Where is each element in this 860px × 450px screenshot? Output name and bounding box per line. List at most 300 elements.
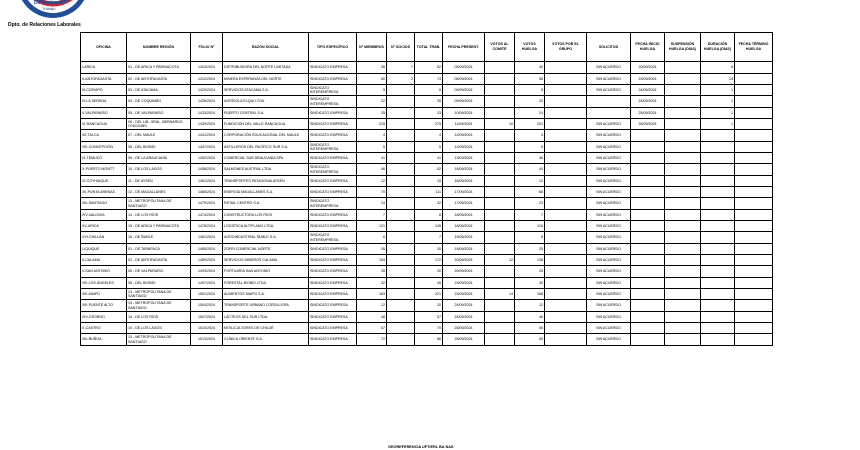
table-cell: 154 — [357, 255, 387, 266]
table-cell: ENERGÍA MAGALLANES S.A. — [223, 187, 309, 198]
table-cell: SINDICATO EMPRESA — [309, 244, 357, 255]
table-row — [81, 300, 773, 312]
table-cell: IX-TEMUCO — [81, 153, 127, 164]
table-cell — [485, 232, 515, 244]
table-row — [81, 221, 773, 232]
table-cell: 12 - DE MAGALLANES — [127, 187, 191, 198]
table-cell: 19/09/2024 — [443, 244, 485, 255]
table-cell: 15 - DE ARICA Y PARINACOTA — [127, 221, 191, 232]
table-cell: 1403/2024 — [191, 62, 223, 74]
table-cell — [665, 255, 701, 266]
table-cell: 09/09/2024 — [443, 96, 485, 108]
table-cell: 13 - METROPOLITANA DE SANTIAGO — [127, 289, 191, 300]
table-cell: 13 - METROPOLITANA DE SANTIAGO — [127, 198, 191, 210]
table-cell — [545, 221, 587, 232]
table-cell: SIN ACUERDO — [587, 130, 631, 142]
table-cell: 23/09/2024 — [631, 74, 665, 85]
table-cell: SERVICIOS MINEROS CALAMA — [223, 255, 309, 266]
table-cell: 145 — [415, 221, 443, 232]
table-cell: 74 — [415, 74, 443, 85]
table-cell — [631, 323, 665, 334]
table-cell — [387, 176, 415, 187]
table-cell: SIN ACUERDO — [587, 85, 631, 96]
table-cell: SIN ACUERDO — [587, 244, 631, 255]
table-cell: 138 — [515, 255, 545, 266]
logo-text-line2: Trabajo — [42, 6, 56, 11]
table-cell: 02 - DE ANTOFAGASTA — [127, 74, 191, 85]
table-cell: 57 — [415, 312, 443, 323]
table-cell: CORPORACIÓN EDUCACIONAL DEL MAULE — [223, 130, 309, 142]
table-cell — [387, 221, 415, 232]
column-header: FOLIO N° — [191, 33, 223, 62]
table-cell: X-CASTRO — [81, 323, 127, 334]
table-cell: SINDICATO EMPRESA — [309, 153, 357, 164]
table-cell — [387, 232, 415, 244]
table-cell: 7 — [515, 210, 545, 221]
table-cell — [545, 62, 587, 74]
table-cell: 1412/2024 — [191, 74, 223, 85]
table-cell — [631, 289, 665, 300]
table-cell — [545, 312, 587, 323]
table-cell — [545, 278, 587, 289]
table-cell: 14 - DE LOS RÍOS — [127, 210, 191, 221]
table-cell: 12/09/2024 — [443, 142, 485, 153]
table-cell: 1504/2024 — [191, 300, 223, 312]
table-cell — [735, 210, 773, 221]
table-cell: V-SAN ANTONIO — [81, 266, 127, 278]
table-cell — [665, 142, 701, 153]
table-cell — [545, 74, 587, 85]
table-cell — [485, 74, 515, 85]
table-cell: TRANSPORTES PATAGONIA AYSÉN — [223, 176, 309, 187]
table-cell: 1466/2024 — [191, 187, 223, 198]
table-cell: PUERTO CENTRAL S.A. — [223, 108, 309, 119]
table-cell — [631, 266, 665, 278]
table-cell: 8 — [415, 210, 443, 221]
table-cell: 30 — [415, 244, 443, 255]
table-cell: 1426/2024 — [191, 96, 223, 108]
table-cell: 18/09/2024 — [443, 221, 485, 232]
table-cell: 20 — [515, 96, 545, 108]
column-header: TOTAL TRAB. — [415, 33, 443, 62]
department-label: Dpto. de Relaciones Laborales — [8, 22, 81, 28]
table-cell — [545, 289, 587, 300]
table-row — [81, 289, 773, 300]
table-cell: SINDICATO EMPRESA — [309, 221, 357, 232]
table-cell: XV-ARICA — [81, 221, 127, 232]
table-cell: 26/09/2024 — [631, 119, 665, 130]
table-cell — [665, 96, 701, 108]
table-cell — [545, 176, 587, 187]
table-cell: 1 — [701, 108, 735, 119]
table-cell — [545, 153, 587, 164]
table-cell: SINDICATO EMPRESA — [309, 323, 357, 334]
table-cell: 12 — [357, 300, 387, 312]
table-cell — [701, 164, 735, 176]
table-cell: SIN ACUERDO — [587, 142, 631, 153]
table-cell: 14 — [701, 74, 735, 85]
table-cell: 1 — [701, 85, 735, 96]
footer-note: GEOREFERENCIA UFT/ERL BA NAS — [388, 445, 454, 449]
table-cell: 05 - DE VALPARAÍSO — [127, 108, 191, 119]
table-cell: 1501/2024 — [191, 289, 223, 300]
table-cell — [735, 232, 773, 244]
table-cell: SIN ACUERDO — [587, 176, 631, 187]
table-cell: 02 - DE ANTOFAGASTA — [127, 255, 191, 266]
column-header: TIPO ESPECÍFICO — [309, 33, 357, 62]
table-cell — [665, 176, 701, 187]
table-cell: 20/09/2024 — [631, 62, 665, 74]
table-cell: 24 — [515, 108, 545, 119]
table-cell: SINDICATO INTEREMPRESA — [309, 164, 357, 176]
column-header: OFICINA — [81, 33, 127, 62]
table-cell — [387, 85, 415, 96]
table-cell — [665, 130, 701, 142]
table-cell: 5 — [515, 142, 545, 153]
table-cell: 30 — [415, 266, 443, 278]
table-cell: 11 - DE AYSÉN — [127, 176, 191, 187]
table-cell: 52 — [415, 62, 443, 74]
column-header: VOTOS POR EL GRUPO — [545, 33, 587, 62]
table-cell — [735, 198, 773, 210]
table-row — [81, 96, 773, 108]
table-cell — [485, 312, 515, 323]
table-cell — [665, 108, 701, 119]
table-cell: 6 — [357, 232, 387, 244]
table-cell — [701, 300, 735, 312]
table-cell: SINDICATO EMPRESA — [309, 62, 357, 74]
table-cell — [735, 255, 773, 266]
table-cell — [485, 142, 515, 153]
table-cell: 16 - DE ÑUBLE — [127, 232, 191, 244]
table-cell — [387, 210, 415, 221]
table-cell: TRANSPORTE URBANO CORDILLERA — [223, 300, 309, 312]
table-cell — [665, 278, 701, 289]
table-cell — [631, 300, 665, 312]
table-cell — [485, 153, 515, 164]
table-cell: 13 - METROPOLITANA DE SANTIAGO — [127, 300, 191, 312]
table-cell: 16/09/2024 — [443, 164, 485, 176]
table-cell: 1441/2024 — [191, 130, 223, 142]
table-cell — [665, 244, 701, 255]
table-cell — [631, 278, 665, 289]
table-cell: 7 — [415, 232, 443, 244]
table-cell: SIN ACUERDO — [587, 232, 631, 244]
table-cell — [735, 187, 773, 198]
table-cell: 20 — [415, 300, 443, 312]
table-cell: 08 - DEL BIOBÍO — [127, 278, 191, 289]
table-cell: CLÍNICA ORIENTE S.A. — [223, 334, 309, 346]
table-cell — [701, 142, 735, 153]
table-cell: 55 — [515, 323, 545, 334]
table-cell — [387, 96, 415, 108]
table-cell — [545, 323, 587, 334]
table-row — [81, 142, 773, 153]
table-cell: 1433/2024 — [191, 108, 223, 119]
table-cell: 48 — [357, 312, 387, 323]
table-cell: 24/09/2024 — [631, 96, 665, 108]
table-cell: SIN ACUERDO — [587, 119, 631, 130]
table-cell: SIN ACUERDO — [587, 221, 631, 232]
table-cell: 1507/2024 — [191, 312, 223, 323]
table-cell: SINDICATO EMPRESA — [309, 266, 357, 278]
table-cell — [545, 108, 587, 119]
table-row — [81, 119, 773, 130]
table-cell: SIN ACUERDO — [587, 266, 631, 278]
table-cell — [631, 232, 665, 244]
table-cell — [545, 210, 587, 221]
table-cell — [665, 164, 701, 176]
table-cell: 168 — [515, 289, 545, 300]
table-cell: 24/09/2024 — [443, 300, 485, 312]
table-cell — [631, 255, 665, 266]
table-cell: 32 — [415, 198, 443, 210]
table-cell: SIN ACUERDO — [587, 323, 631, 334]
table-cell: 24/09/2024 — [443, 312, 485, 323]
table-cell: 32 — [357, 278, 387, 289]
table-cell: 23/09/2024 — [443, 278, 485, 289]
table-cell — [545, 85, 587, 96]
table-cell: 275 — [415, 119, 443, 130]
table-cell — [631, 312, 665, 323]
table-cell — [735, 323, 773, 334]
table-cell — [387, 323, 415, 334]
table-cell: SIN ACUERDO — [587, 334, 631, 346]
table-cell: 26 — [357, 244, 387, 255]
table-cell: 1420/2024 — [191, 85, 223, 96]
table-cell: 2 — [387, 74, 415, 85]
table-cell: SIN ACUERDO — [587, 74, 631, 85]
table-cell: 4 — [515, 130, 545, 142]
table-cell: 116 — [515, 221, 545, 232]
table-cell — [545, 198, 587, 210]
table-cell — [631, 244, 665, 255]
table-cell — [735, 266, 773, 278]
table-cell: 44 — [515, 164, 545, 176]
table-row — [81, 198, 773, 210]
table-row — [81, 255, 773, 266]
table-cell — [701, 232, 735, 244]
table-cell — [387, 130, 415, 142]
table-cell: FUNDICIÓN DEL VALLE RANCAGUA — [223, 119, 309, 130]
table-cell: 25/09/2024 — [631, 108, 665, 119]
table-cell: 41 — [357, 153, 387, 164]
logo-text-line1: Dirección del — [34, 0, 66, 6]
table-cell — [545, 119, 587, 130]
table-cell: SIN ACUERDO — [587, 187, 631, 198]
table-cell — [665, 232, 701, 244]
table-cell — [665, 198, 701, 210]
table-cell: II-ANTOFAGASTA — [81, 74, 127, 85]
table-cell: 7 — [357, 210, 387, 221]
table-cell: LÁCTEOS DEL SUR LTDA. — [223, 312, 309, 323]
table-cell: 72 — [357, 334, 387, 346]
table-cell: 26 — [357, 266, 387, 278]
table-cell — [387, 108, 415, 119]
table-cell: 52 — [415, 164, 443, 176]
table-cell: SINDICATO EMPRESA — [309, 300, 357, 312]
table-cell: 111 — [415, 187, 443, 198]
table-cell: 7 — [387, 62, 415, 74]
table-cell — [665, 323, 701, 334]
table-cell — [665, 266, 701, 278]
table-cell: 183 — [357, 289, 387, 300]
table-cell: 10 - DE LOS LAGOS — [127, 323, 191, 334]
table-cell — [631, 142, 665, 153]
table-cell: ASTILLEROS DEL PACÍFICO SUR S.A. — [223, 142, 309, 153]
table-cell: 1485/2024 — [191, 244, 223, 255]
table-cell: 1458/2024 — [191, 164, 223, 176]
table-cell — [631, 153, 665, 164]
table-cell — [485, 323, 515, 334]
report-table — [80, 32, 773, 346]
table-cell: SIN ACUERDO — [587, 278, 631, 289]
table-cell: RETAIL CENTRO S.A. — [223, 198, 309, 210]
table-cell: SIN ACUERDO — [587, 289, 631, 300]
table-row — [81, 244, 773, 255]
table-cell: 45 — [415, 278, 443, 289]
table-cell: SINDICATO EMPRESA — [309, 289, 357, 300]
table-cell — [485, 198, 515, 210]
table-cell — [735, 119, 773, 130]
table-row — [81, 164, 773, 176]
table-cell: SINDICATO EMPRESA — [309, 108, 357, 119]
table-cell: SINDICATO EMPRESA — [309, 176, 357, 187]
table-cell: SINDICATO EMPRESA — [309, 210, 357, 221]
table-cell: 12/09/2024 — [443, 130, 485, 142]
table-cell: ALIMENTOS MAIPÚ S.A. — [223, 289, 309, 300]
table-cell — [485, 244, 515, 255]
table-cell: 20/09/2024 — [443, 255, 485, 266]
table-cell — [665, 210, 701, 221]
table-cell: 36 — [515, 153, 545, 164]
table-cell: SIN ACUERDO — [587, 255, 631, 266]
table-row — [81, 278, 773, 289]
table-cell — [701, 312, 735, 323]
table-cell — [701, 130, 735, 142]
table-row — [81, 153, 773, 164]
table-cell: SALMONES AUSTRAL LTDA. — [223, 164, 309, 176]
table-cell: FORESTAL BIOBÍO LTDA. — [223, 278, 309, 289]
table-cell: 10 - DE LOS LAGOS — [127, 164, 191, 176]
table-cell — [485, 130, 515, 142]
table-cell: 01 - DE ARICA Y PARINACOTA — [127, 62, 191, 74]
table-cell: I-IQUIQUE — [81, 244, 127, 255]
table-cell: XI-COYHAIQUE — [81, 176, 127, 187]
table-row — [81, 210, 773, 221]
table-cell: SINDICATO EMPRESA — [309, 187, 357, 198]
table-cell: SINDICATO EMPRESA — [309, 74, 357, 85]
table-cell — [387, 312, 415, 323]
table-cell — [735, 142, 773, 153]
table-cell — [545, 96, 587, 108]
table-cell — [631, 334, 665, 346]
table-cell: 1474/2024 — [191, 210, 223, 221]
table-cell: 6 — [515, 232, 545, 244]
table-cell: 23 — [515, 198, 545, 210]
table-cell — [735, 312, 773, 323]
table-cell — [701, 323, 735, 334]
table-cell: 46 — [357, 164, 387, 176]
table-cell: 12 — [357, 176, 387, 187]
table-cell — [735, 334, 773, 346]
table-cell: 1439/2024 — [191, 119, 223, 130]
table-cell — [545, 266, 587, 278]
column-header: NOMBRE REGIÓN — [127, 33, 191, 62]
table-cell — [735, 96, 773, 108]
table-cell: XIII-MAIPÚ — [81, 289, 127, 300]
table-cell: 25 — [515, 244, 545, 255]
table-cell: SIN ACUERDO — [587, 164, 631, 176]
table-cell: 03 - DE ATACAMA — [127, 85, 191, 96]
table-cell — [735, 289, 773, 300]
table-cell — [545, 187, 587, 198]
table-row — [81, 74, 773, 85]
table-cell: 57 — [357, 323, 387, 334]
table-cell: 201 — [515, 119, 545, 130]
table-cell: 4 — [415, 130, 443, 142]
table-cell — [545, 300, 587, 312]
table-cell: V-VALPARAÍSO — [81, 108, 127, 119]
table-cell — [485, 62, 515, 74]
table-cell: 70 — [357, 187, 387, 198]
table-cell: 1447/2024 — [191, 142, 223, 153]
table-cell: 1 — [701, 96, 735, 108]
table-cell: ZOFRI COMERCIAL NORTE — [223, 244, 309, 255]
table-cell — [701, 255, 735, 266]
table-cell — [587, 96, 631, 108]
table-cell — [485, 221, 515, 232]
table-cell — [701, 266, 735, 278]
table-cell — [387, 142, 415, 153]
table-cell — [485, 108, 515, 119]
table-cell: II-CALAMA — [81, 255, 127, 266]
table-cell: 04 - DE COQUIMBO — [127, 96, 191, 108]
table-cell — [387, 187, 415, 198]
table-cell — [701, 153, 735, 164]
table-cell: 38 — [357, 62, 387, 74]
table-cell: SIN ACUERDO — [587, 62, 631, 74]
table-cell — [485, 187, 515, 198]
table-cell — [735, 108, 773, 119]
table-cell: 5 — [415, 142, 443, 153]
table-cell — [387, 300, 415, 312]
table-row — [81, 266, 773, 278]
table-cell — [631, 210, 665, 221]
table-cell: 08 - DEL BIOBÍO — [127, 142, 191, 153]
column-header: N° MIEMBROS — [357, 33, 387, 62]
table-cell: LOGÍSTICA ALTIPLANO LTDA. — [223, 221, 309, 232]
table-cell — [387, 164, 415, 176]
table-cell — [631, 187, 665, 198]
table-cell — [665, 221, 701, 232]
table-cell — [665, 334, 701, 346]
table-cell: 05 - DE VALPARAÍSO — [127, 266, 191, 278]
table-cell — [665, 74, 701, 85]
table-cell: 14 - DE LOS RÍOS — [127, 312, 191, 323]
table-cell — [545, 244, 587, 255]
table-cell — [735, 278, 773, 289]
table-cell — [387, 153, 415, 164]
table-cell — [665, 312, 701, 323]
table-cell: 1493/2024 — [191, 266, 223, 278]
table-cell: 17/09/2024 — [443, 187, 485, 198]
table-cell — [631, 130, 665, 142]
table-row — [81, 62, 773, 74]
table-cell: 46 — [515, 312, 545, 323]
table-cell: MITILICULTORES DE CHILOÉ — [223, 323, 309, 334]
table-cell: X-PUERTO MONTT — [81, 164, 127, 176]
